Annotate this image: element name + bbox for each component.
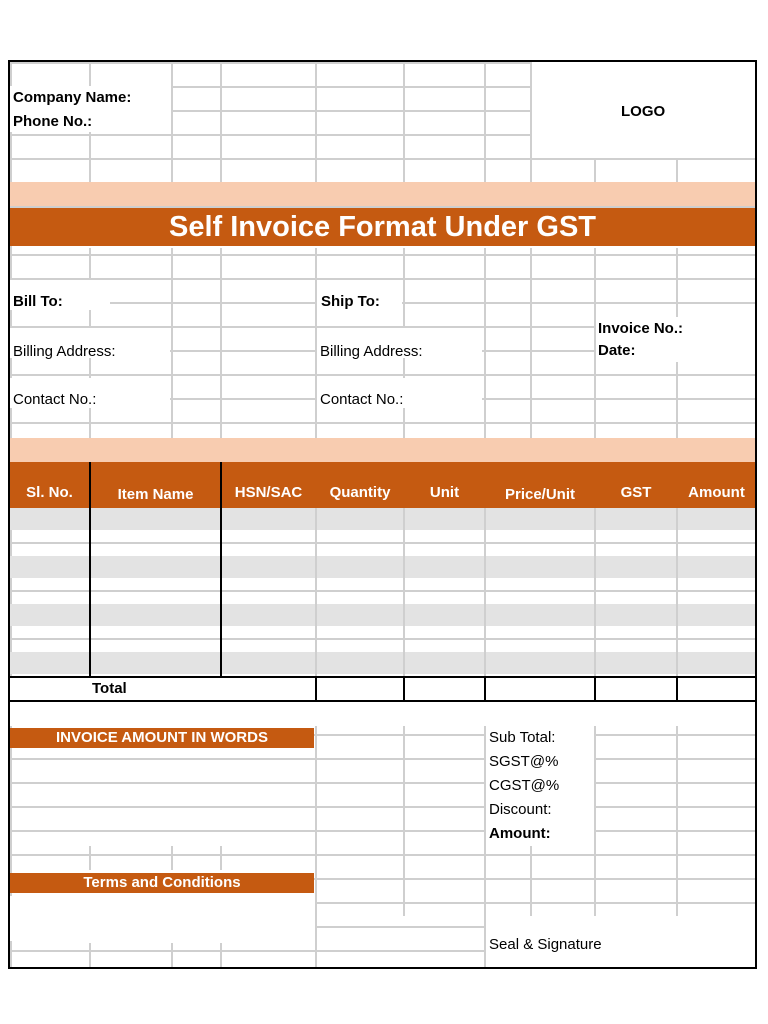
column-header-sl-no: Sl. No. — [26, 484, 73, 501]
contact-number-label-left: Contact No.: — [13, 391, 97, 408]
invoice-sheet — [8, 60, 757, 969]
invoice-number-label: Invoice No.: — [598, 320, 684, 337]
column-header-gst: GST — [620, 484, 652, 501]
accent-band-middle — [10, 438, 755, 462]
logo-placeholder: LOGO — [621, 103, 666, 120]
column-header-quantity: Quantity — [329, 484, 391, 501]
discount-label: Discount: — [489, 801, 552, 818]
amount-label: Amount: — [489, 825, 551, 842]
sgst-label: SGST@% — [489, 753, 559, 770]
bill-to-label: Bill To: — [13, 293, 63, 310]
amount-in-words-label: INVOICE AMOUNT IN WORDS — [56, 729, 268, 746]
total-label: Total — [92, 680, 127, 697]
billing-address-label-left: Billing Address: — [13, 343, 116, 360]
cgst-label: CGST@% — [489, 777, 560, 794]
sub-total-label: Sub Total: — [489, 729, 556, 746]
terms-label: Terms and Conditions — [83, 874, 241, 891]
billing-address-label-right: Billing Address: — [320, 343, 423, 360]
contact-number-label-right: Contact No.: — [320, 391, 404, 408]
ship-to-label: Ship To: — [321, 293, 380, 310]
column-header-unit: Unit — [429, 484, 460, 501]
company-name-label: Company Name: — [13, 89, 132, 106]
column-header-amount: Amount — [688, 484, 745, 501]
seal-signature-label: Seal & Signature — [489, 936, 602, 953]
column-header-hsn-sac: HSN/SAC — [234, 484, 303, 501]
column-header-price-unit: Price/Unit — [504, 486, 576, 503]
accent-band-top — [10, 182, 755, 206]
phone-label: Phone No.: — [13, 113, 93, 130]
date-label: Date: — [598, 342, 636, 359]
page-title: Self Invoice Format Under GST — [168, 211, 597, 243]
column-header-item-name: Item Name — [117, 486, 194, 503]
